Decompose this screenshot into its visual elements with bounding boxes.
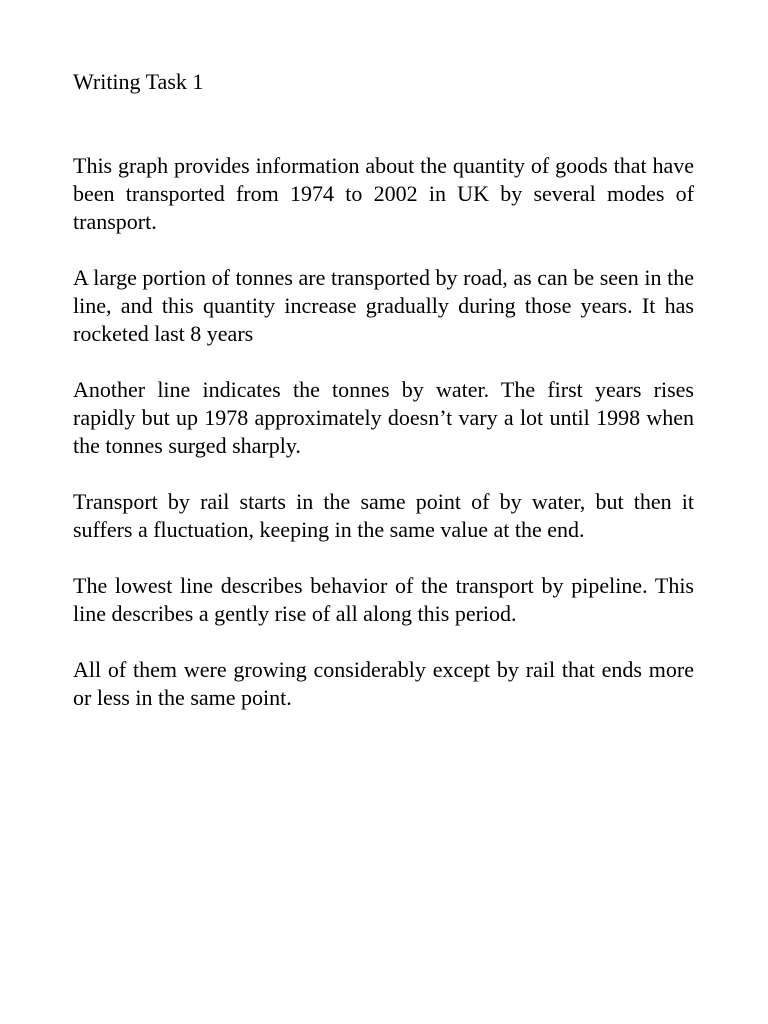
- paragraph-water: Another line indicates the tonnes by water. The first years rises rapidly but up 1978 approximately doesn’t vary a lot until 1998 when the tonnes surged sharply.: [73, 377, 694, 458]
- paragraph-rail: Transport by rail starts in the same point of by water, but then it suffers a fluctuation, keeping in the same value at the end.: [73, 489, 694, 542]
- document-title: Writing Task 1: [73, 69, 204, 94]
- paragraph-road: A large portion of tonnes are transported by road, as can be seen in the line, and this quantity increase gradually during those years. It has rocketed last 8 years: [73, 265, 694, 346]
- document-page: [73, 68, 694, 740]
- paragraph-pipeline: The lowest line describes behavior of the transport by pipeline. This line describes a gently rise of all along this period.: [73, 573, 694, 626]
- paragraph-intro: This graph provides information about the quantity of goods that have been transported from 1974 to 2002 in UK by several modes of transport.: [73, 153, 694, 234]
- paragraph-conclusion: All of them were growing considerably except by rail that ends more or less in the same point.: [73, 657, 694, 710]
